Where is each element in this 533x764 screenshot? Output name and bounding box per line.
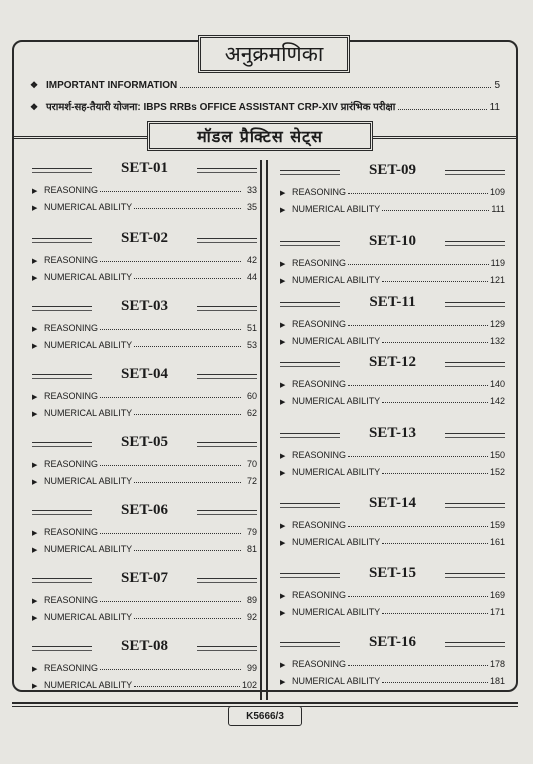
entry-numerical-ability[interactable] [280, 669, 505, 686]
dot-leader [100, 191, 241, 192]
entry-label: REASONING [292, 319, 347, 329]
entry-label: NUMERICAL ABILITY [44, 340, 133, 350]
entry-label: NUMERICAL ABILITY [44, 272, 133, 282]
dot-leader [180, 87, 491, 88]
set-header [280, 493, 505, 513]
set-block [280, 352, 505, 406]
entry-label: REASONING [292, 187, 347, 197]
dot-leader [382, 210, 489, 211]
triangle-bullet-icon: ▶ [32, 462, 38, 469]
set-title: SET-02 [121, 229, 168, 246]
set-block [32, 228, 257, 282]
set-title: SET-06 [121, 501, 168, 518]
dot-leader [348, 264, 489, 265]
set-block [32, 432, 257, 486]
entry-page: 161 [489, 537, 505, 547]
entry-label: NUMERICAL ABILITY [44, 476, 133, 486]
entry-page: 121 [489, 275, 505, 285]
entry-reasoning[interactable] [32, 248, 257, 265]
entry-label: NUMERICAL ABILITY [44, 680, 133, 690]
triangle-bullet-icon: ▶ [280, 339, 286, 346]
entry-reasoning[interactable] [32, 520, 257, 537]
entry-label: NUMERICAL ABILITY [292, 537, 381, 547]
top-item-page: 11 [489, 102, 500, 113]
entry-label: NUMERICAL ABILITY [44, 202, 133, 212]
entry-page: 152 [489, 467, 505, 477]
set-title: SET-05 [121, 433, 168, 450]
entry-numerical-ability[interactable] [280, 460, 505, 477]
dot-leader [348, 665, 488, 666]
set-title: SET-01 [121, 159, 168, 176]
entry-page: 119 [490, 258, 505, 268]
banner-rule-left [14, 136, 147, 139]
entry-page: 99 [246, 663, 257, 673]
set-header [280, 231, 505, 251]
triangle-bullet-icon: ▶ [280, 207, 286, 214]
entry-page: 132 [489, 336, 505, 346]
triangle-bullet-icon: ▶ [32, 666, 38, 673]
dot-leader [134, 346, 241, 347]
set-header [32, 500, 257, 520]
triangle-bullet-icon: ▶ [32, 598, 38, 605]
entry-page: 159 [489, 520, 505, 530]
entry-label: NUMERICAL ABILITY [292, 275, 381, 285]
set-header [280, 160, 505, 180]
entry-numerical-ability[interactable] [32, 605, 257, 622]
set-title: SET-14 [369, 494, 416, 511]
entry-numerical-ability[interactable] [32, 265, 257, 282]
top-item-label: परामर्श-सह-तैयारी योजना: IBPS RRBs OFFICE ASSISTANT CRP-XIV प्रारंभिक परीक्षा [46, 102, 396, 113]
triangle-bullet-icon: ▶ [280, 610, 286, 617]
triangle-bullet-icon: ▶ [32, 683, 38, 690]
entry-numerical-ability[interactable] [280, 530, 505, 547]
set-title: SET-11 [369, 293, 416, 310]
footer-code: K5666/3 [228, 706, 302, 726]
section-banner: मॉडल प्रैक्टिस सेट्स [147, 121, 373, 151]
entry-label: REASONING [44, 255, 99, 265]
dot-leader [134, 278, 241, 279]
entry-reasoning[interactable] [32, 316, 257, 333]
set-header [280, 563, 505, 583]
entry-reasoning[interactable] [280, 652, 505, 669]
entry-numerical-ability[interactable] [32, 333, 257, 350]
set-title: SET-12 [369, 353, 416, 370]
entry-numerical-ability[interactable] [32, 469, 257, 486]
entry-reasoning[interactable] [280, 251, 505, 268]
entry-label: NUMERICAL ABILITY [44, 544, 133, 554]
entry-label: REASONING [292, 520, 347, 530]
set-header [32, 636, 257, 656]
triangle-bullet-icon: ▶ [32, 205, 38, 212]
entry-page: 111 [491, 204, 505, 214]
entry-page: 102 [241, 680, 257, 690]
set-header [280, 292, 505, 312]
set-block [32, 568, 257, 622]
set-header [32, 364, 257, 384]
entry-page: 140 [489, 379, 505, 389]
entry-label: REASONING [292, 258, 347, 268]
entry-label: REASONING [292, 379, 347, 389]
set-block [280, 160, 505, 214]
entry-page: 109 [489, 187, 505, 197]
triangle-bullet-icon: ▶ [280, 190, 286, 197]
set-header [280, 423, 505, 443]
entry-reasoning[interactable] [280, 180, 505, 197]
dot-leader [382, 473, 488, 474]
set-header [280, 352, 505, 372]
entry-label: NUMERICAL ABILITY [292, 607, 381, 617]
entry-page: 178 [489, 659, 505, 669]
triangle-bullet-icon: ▶ [32, 411, 38, 418]
entry-reasoning[interactable] [32, 588, 257, 605]
top-item-consultation-plan[interactable] [30, 99, 500, 113]
entry-page: 169 [489, 590, 505, 600]
dot-leader [348, 385, 488, 386]
triangle-bullet-icon: ▶ [32, 343, 38, 350]
dot-leader [348, 456, 488, 457]
set-block [280, 493, 505, 547]
triangle-bullet-icon: ▶ [32, 615, 38, 622]
set-title: SET-03 [121, 297, 168, 314]
triangle-bullet-icon: ▶ [280, 470, 286, 477]
entry-reasoning[interactable] [32, 384, 257, 401]
triangle-bullet-icon: ▶ [280, 679, 286, 686]
triangle-bullet-icon: ▶ [32, 326, 38, 333]
set-block [280, 563, 505, 617]
entry-page: 89 [246, 595, 257, 605]
triangle-bullet-icon: ▶ [280, 523, 286, 530]
diamond-bullet-icon: ❖ [30, 102, 39, 112]
triangle-bullet-icon: ▶ [280, 662, 286, 669]
dot-leader [348, 193, 488, 194]
dot-leader [348, 596, 488, 597]
triangle-bullet-icon: ▶ [280, 278, 286, 285]
set-title: SET-16 [369, 633, 416, 650]
triangle-bullet-icon: ▶ [280, 382, 286, 389]
banner-rule-right [373, 136, 516, 139]
entry-label: REASONING [44, 527, 99, 537]
dot-leader [348, 325, 488, 326]
set-block [32, 364, 257, 418]
set-block [32, 636, 257, 690]
dot-leader [134, 482, 241, 483]
entry-label: NUMERICAL ABILITY [292, 396, 381, 406]
entry-numerical-ability[interactable] [32, 673, 257, 690]
dot-leader [134, 414, 241, 415]
set-block [32, 158, 257, 212]
triangle-bullet-icon: ▶ [32, 275, 38, 282]
set-header [32, 158, 257, 178]
dot-leader [100, 397, 241, 398]
entry-reasoning[interactable] [280, 372, 505, 389]
entry-numerical-ability[interactable] [280, 600, 505, 617]
entry-numerical-ability[interactable] [32, 537, 257, 554]
entry-numerical-ability[interactable] [280, 197, 505, 214]
set-title: SET-15 [369, 564, 416, 581]
dot-leader [134, 208, 241, 209]
entry-label: NUMERICAL ABILITY [292, 676, 381, 686]
dot-leader [100, 669, 241, 670]
set-block [280, 231, 505, 285]
set-block [280, 423, 505, 477]
dot-leader [382, 543, 488, 544]
entry-page: 62 [246, 408, 257, 418]
set-title: SET-04 [121, 365, 168, 382]
entry-page: 81 [246, 544, 257, 554]
entry-page: 51 [246, 323, 257, 333]
triangle-bullet-icon: ▶ [32, 258, 38, 265]
entry-label: REASONING [44, 391, 99, 401]
set-header [32, 432, 257, 452]
entry-page: 181 [489, 676, 505, 686]
entry-page: 44 [246, 272, 257, 282]
entry-label: REASONING [44, 185, 99, 195]
set-header [32, 296, 257, 316]
dot-leader [382, 613, 488, 614]
top-list [30, 80, 500, 113]
set-title: SET-10 [369, 232, 416, 249]
entry-numerical-ability[interactable] [280, 268, 505, 285]
entry-numerical-ability[interactable] [280, 329, 505, 346]
dot-leader [100, 329, 241, 330]
triangle-bullet-icon: ▶ [280, 322, 286, 329]
page-title: अनुक्रमणिका [224, 42, 324, 66]
entry-label: REASONING [292, 659, 347, 669]
entry-reasoning[interactable] [32, 656, 257, 673]
entry-page: 42 [246, 255, 257, 265]
dot-leader [348, 526, 488, 527]
entry-label: NUMERICAL ABILITY [292, 467, 381, 477]
triangle-bullet-icon: ▶ [280, 261, 286, 268]
set-block [32, 296, 257, 350]
entry-page: 171 [489, 607, 505, 617]
entry-reasoning[interactable] [32, 178, 257, 195]
set-block [280, 292, 505, 346]
triangle-bullet-icon: ▶ [32, 530, 38, 537]
set-title: SET-08 [121, 637, 168, 654]
entry-label: NUMERICAL ABILITY [44, 612, 133, 622]
set-title: SET-09 [369, 161, 416, 178]
set-title: SET-13 [369, 424, 416, 441]
entry-page: 92 [246, 612, 257, 622]
dot-leader [134, 550, 241, 551]
triangle-bullet-icon: ▶ [32, 394, 38, 401]
entry-page: 70 [246, 459, 257, 469]
entry-page: 72 [246, 476, 257, 486]
triangle-bullet-icon: ▶ [32, 479, 38, 486]
dot-leader [100, 601, 241, 602]
dot-leader [134, 686, 240, 687]
entry-label: NUMERICAL ABILITY [44, 408, 133, 418]
set-block [32, 500, 257, 554]
set-header [32, 568, 257, 588]
entry-numerical-ability[interactable] [32, 195, 257, 212]
dot-leader [134, 618, 241, 619]
dot-leader [382, 682, 488, 683]
entry-label: REASONING [44, 663, 99, 673]
triangle-bullet-icon: ▶ [280, 399, 286, 406]
dot-leader [100, 533, 241, 534]
entry-label: NUMERICAL ABILITY [292, 336, 381, 346]
entry-reasoning[interactable] [280, 312, 505, 329]
entry-reasoning[interactable] [32, 452, 257, 469]
entry-numerical-ability[interactable] [280, 389, 505, 406]
dot-leader [100, 465, 241, 466]
entry-page: 53 [246, 340, 257, 350]
dot-leader [398, 109, 486, 110]
column-divider [260, 160, 268, 700]
dot-leader [382, 402, 488, 403]
entry-page: 150 [489, 450, 505, 460]
entry-label: REASONING [44, 459, 99, 469]
entry-page: 129 [489, 319, 505, 329]
title-box [198, 35, 350, 73]
dot-leader [382, 281, 488, 282]
top-item-label: IMPORTANT INFORMATION [46, 80, 178, 91]
triangle-bullet-icon: ▶ [32, 547, 38, 554]
footer-rule [12, 702, 518, 704]
entry-reasoning[interactable] [280, 513, 505, 530]
top-item-page: 5 [494, 80, 500, 91]
entry-label: REASONING [292, 590, 347, 600]
set-block [280, 632, 505, 686]
entry-page: 60 [246, 391, 257, 401]
triangle-bullet-icon: ▶ [280, 540, 286, 547]
set-header [280, 632, 505, 652]
entry-label: REASONING [44, 323, 99, 333]
set-title: SET-07 [121, 569, 168, 586]
entry-page: 33 [246, 185, 257, 195]
entry-label: REASONING [292, 450, 347, 460]
top-item-important-info[interactable] [30, 80, 500, 91]
entry-reasoning[interactable] [280, 583, 505, 600]
diamond-bullet-icon: ❖ [30, 80, 39, 90]
entry-page: 142 [489, 396, 505, 406]
entry-label: REASONING [44, 595, 99, 605]
entry-page: 79 [246, 527, 257, 537]
triangle-bullet-icon: ▶ [280, 453, 286, 460]
entry-label: NUMERICAL ABILITY [292, 204, 381, 214]
entry-reasoning[interactable] [280, 443, 505, 460]
dot-leader [100, 261, 241, 262]
triangle-bullet-icon: ▶ [280, 593, 286, 600]
entry-page: 35 [246, 202, 257, 212]
triangle-bullet-icon: ▶ [32, 188, 38, 195]
set-header [32, 228, 257, 248]
entry-numerical-ability[interactable] [32, 401, 257, 418]
dot-leader [382, 342, 488, 343]
